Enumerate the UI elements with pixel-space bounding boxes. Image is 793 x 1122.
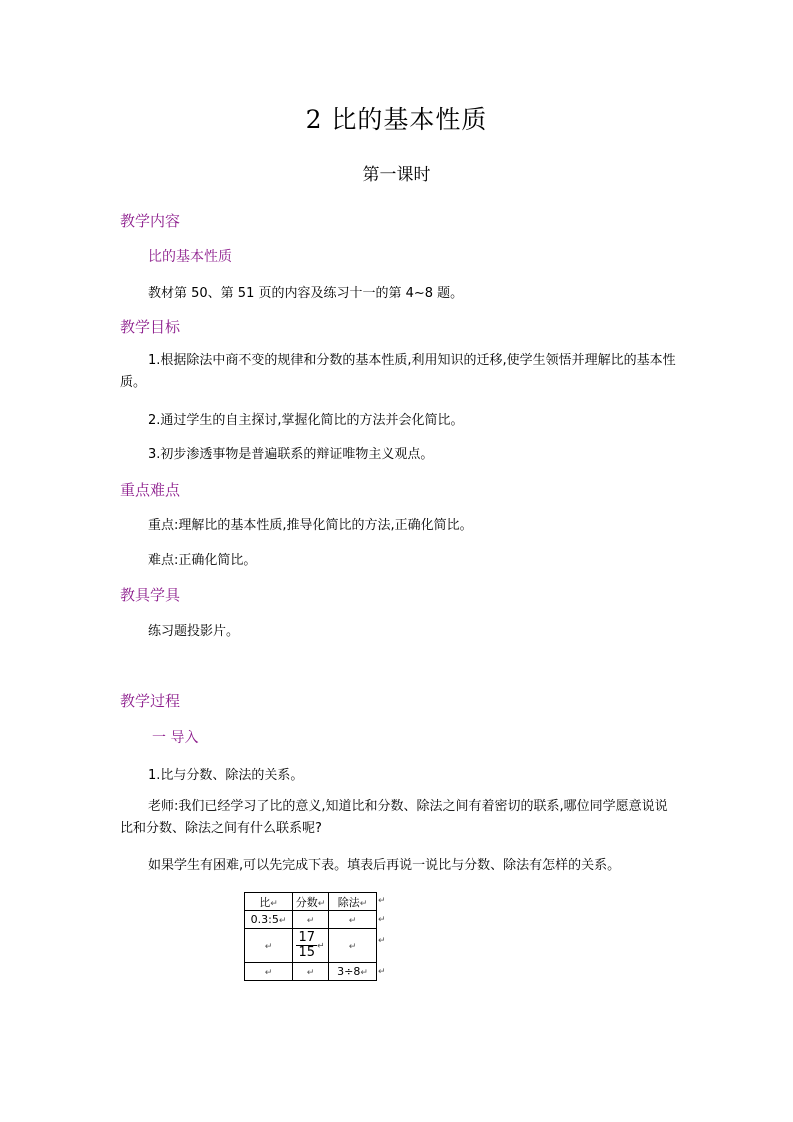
table-cell-fraction: $\frac{17}{15}$ ↵ <box>293 929 329 963</box>
content-text: 教材第 50、第 51 页的内容及练习十一的第 4~8 题。 <box>148 286 464 301</box>
table-cell: 3÷8↵ <box>329 963 377 981</box>
teacher-text: 老师:我们已经学习了比的意义,知道比和分数、除法之间有着密切的联系,哪位同学愿意说说比和分数、除法之间有什么联系呢? <box>120 799 668 836</box>
fraction-17-15: $\frac{17}{15}$ <box>298 930 315 960</box>
row-end-mark: ↵ <box>378 936 386 946</box>
table-header-fraction: 分数↵ <box>293 893 329 911</box>
table-row <box>245 893 377 911</box>
table-cell[interactable]: ↵ <box>293 911 329 929</box>
ratio-fraction-division-table <box>244 892 377 981</box>
table-header-division: 除法↵ <box>329 893 377 911</box>
table-cell[interactable]: ↵ <box>245 929 293 963</box>
subheading-ratio-property: 比的基本性质 <box>148 249 232 265</box>
table-cell[interactable]: ↵ <box>293 963 329 981</box>
heading-teaching-content: 教学内容 <box>120 212 181 230</box>
heading-key-points: 重点难点 <box>120 481 181 499</box>
goal-3: 3.初步渗透事物是普遍联系的辩证唯物主义观点。 <box>148 447 434 462</box>
table-cell[interactable]: 0.3:5↵ <box>245 911 293 929</box>
hint-text: 如果学生有困难,可以先完成下表。填表后再说一说比与分数、除法有怎样的关系。 <box>148 858 621 873</box>
table-row <box>245 929 377 963</box>
document-title: 2 比的基本性质 <box>305 105 488 134</box>
row-end-mark: ↵ <box>378 896 386 906</box>
table-row <box>245 963 377 981</box>
table-row <box>245 911 377 929</box>
table-header-ratio: 比↵ <box>245 893 293 911</box>
table-cell[interactable]: ↵ <box>329 929 377 963</box>
goal-2: 2.通过学生的自主探讨,掌握化简比的方法并会化简比。 <box>148 413 464 428</box>
heading-teaching-goals: 教学目标 <box>120 318 181 336</box>
heading-teaching-process: 教学过程 <box>120 692 181 710</box>
intro-item: 1.比与分数、除法的关系。 <box>148 768 304 783</box>
table-cell[interactable]: ↵ <box>329 911 377 929</box>
goal-1: 1.根据除法中商不变的规律和分数的基本性质,利用知识的迁移,使学生领悟并理解比的基本性质。 <box>120 353 676 390</box>
key-point: 重点:理解比的基本性质,推导化简比的方法,正确化简比。 <box>148 518 473 533</box>
subheading-introduction: 一 导入 <box>152 730 199 746</box>
table-cell[interactable]: ↵ <box>245 963 293 981</box>
row-end-mark: ↵ <box>378 967 386 977</box>
heading-teaching-tools: 教具学具 <box>120 586 181 604</box>
difficulty: 难点:正确化简比。 <box>148 553 257 568</box>
row-end-mark: ↵ <box>378 915 386 925</box>
lesson-subtitle: 第一课时 <box>362 165 431 185</box>
tools-text: 练习题投影片。 <box>148 624 240 639</box>
